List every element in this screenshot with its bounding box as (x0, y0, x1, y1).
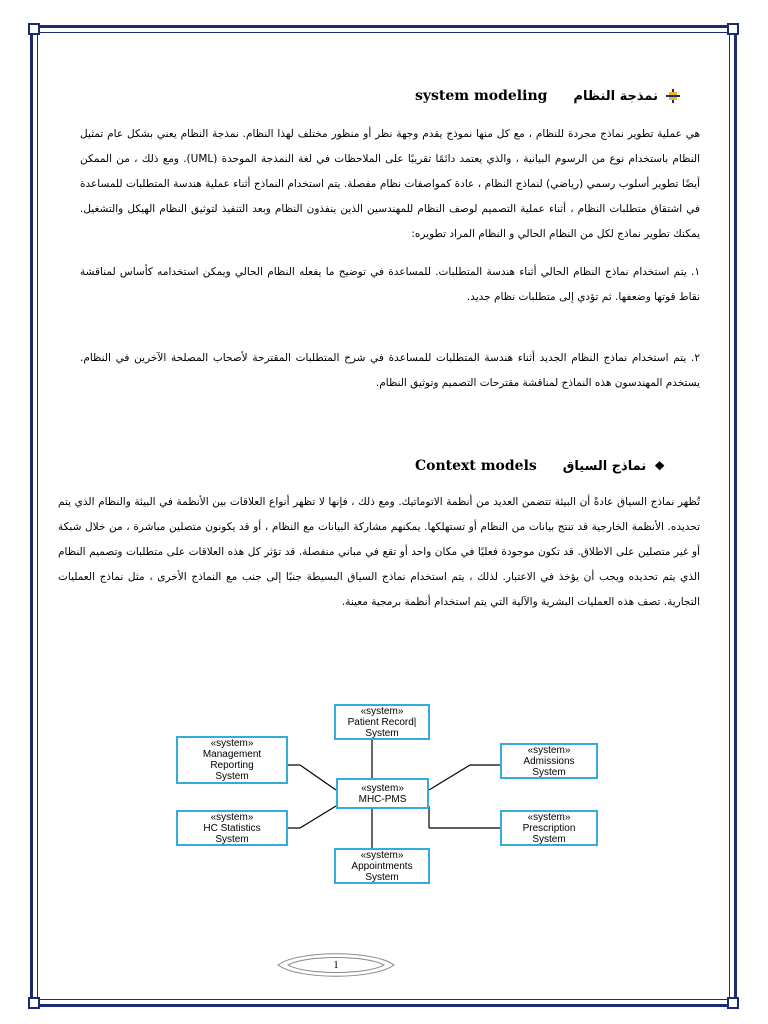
node-mhc-pms (336, 778, 429, 809)
node-line: Prescription (522, 822, 576, 834)
paragraph-context-models: تُظهر نماذج السياق عادةً أن البيئة تتضمن العديد من أنظمة الاتوماتيك. ومع ذلك ، فإنها لا تظهر أنواع العلاقات بين الأنظمة في البيئة والنظام الذي يتم تحديده. الأنظمة الخارجية قد تنتج بيانات من النظام أو تستهلكها. يمكنهم مشاركة البيانات مع النظام ، أو قد يكونون متصلين مباشرة ، من خلال شبكة أو غير متصلين على الاطلاق. قد تكون موجودة فعليًا في مكان واحد أو تقع في مباني منفصلة. قد تؤثر كل هذه العلاقات على متطلبات وتصميم النظام الذي يتم تحديده ويجب أن يؤخذ في الاعتبار. لذلك ، يتم استخدام نماذج السياق البسيطة جنبًا إلى جنب مع النماذج الأخرى ، مثل نماذج العمليات التجارية. تصف هذه العمليات البشرية والآلية التي يتم استخدام أنظمة برمجية معينة. (58, 496, 700, 608)
heading-en: system modeling (415, 88, 548, 104)
node-line: System (215, 771, 249, 782)
node-line: «system» (360, 705, 404, 717)
node-line: Management (202, 749, 262, 760)
node-line: «system» (361, 782, 404, 794)
node-hc-statistics-system (176, 810, 288, 846)
node-line: System (215, 833, 249, 845)
node-line: «system» (210, 738, 254, 749)
node-line: System (365, 727, 399, 739)
paragraph-system-modeling: هي عملية تطوير نماذج مجردة للنظام ، مع كل منها نموذج يقدم وجهة نظر أو منظور مختلف لهذا النظام. نمذجة النظام يعني بشكل عام تمثيل النظام باستخدام نوع من الرسوم البيانية ، والذي يعتمد دائمًا تقريبًا على الملاحظات في لغة النمذجة الموحدة (UML). ومع ذلك ، من الممكن أيضًا تطوير أسلوب رسمي (رياضي) لنماذج النظام ، عادة كمواصفات نظام مفصلة. يتم استخدام النماذج أثناء عملية هندسة المتطلبات للمساعدة في اشتقاق متطلبات النظام ، أثناء عملية التصميم لوصف النظام للمهندسين الذين ينفذون النظام وبعد التنفيذ لتوثيق النظام الهيكل والتشغيل. يمكنك تطوير نماذج لكل من النظام الحالي و النظام المراد تطويره: (80, 128, 701, 240)
node-prescription-system (500, 810, 598, 846)
node-admissions-system (500, 743, 598, 779)
node-line: Admissions (523, 755, 575, 767)
paragraph-item-2: ٢. يتم استخدام نماذج النظام الجديد أثناء هندسة المتطلبات للمساعدة في شرح المتطلبات المقترحة لأصحاب المصلحة الآخرين في النظام. يستخدم المهندسون هذه النماذج لمناقشة مقترحات التصميم وتوثيق النظام. (80, 352, 700, 389)
node-line: System (532, 766, 566, 778)
heading-ar: نماذج السياق (562, 458, 647, 474)
node-line: «system» (527, 811, 571, 823)
heading-en: Context models (415, 458, 537, 474)
node-line: Patient Record| (347, 716, 417, 728)
node-line: MHC-PMS (358, 793, 407, 805)
paragraph-item-1: ١. يتم استخدام نماذج النظام الحالي أثناء هندسة المتطلبات. للمساعدة في توضيح ما يفعله النظام الحالي ويمكن استخدامه كأساس لمناقشة نقاط قوتها وضعفها. ثم تؤدي إلى متطلبات نظام جديد. (80, 266, 700, 303)
node-line: Appointments (351, 860, 413, 872)
node-management-reporting-system (176, 736, 288, 784)
diamond-bullet-icon: ❖ (654, 459, 665, 473)
node-line: HC Statistics (203, 822, 261, 834)
node-line: System (532, 833, 566, 845)
page-number-ornament (268, 948, 404, 982)
node-line: «system» (210, 811, 254, 823)
heading-ar: نمذجة النظام (573, 88, 659, 104)
node-line: «system» (527, 744, 571, 756)
page-number: 1 (333, 959, 339, 971)
node-line: System (365, 871, 399, 883)
node-line: «system» (360, 849, 404, 861)
node-patient-record-system (334, 704, 430, 740)
node-appointments-system (334, 848, 430, 884)
node-line: Reporting (210, 760, 254, 771)
